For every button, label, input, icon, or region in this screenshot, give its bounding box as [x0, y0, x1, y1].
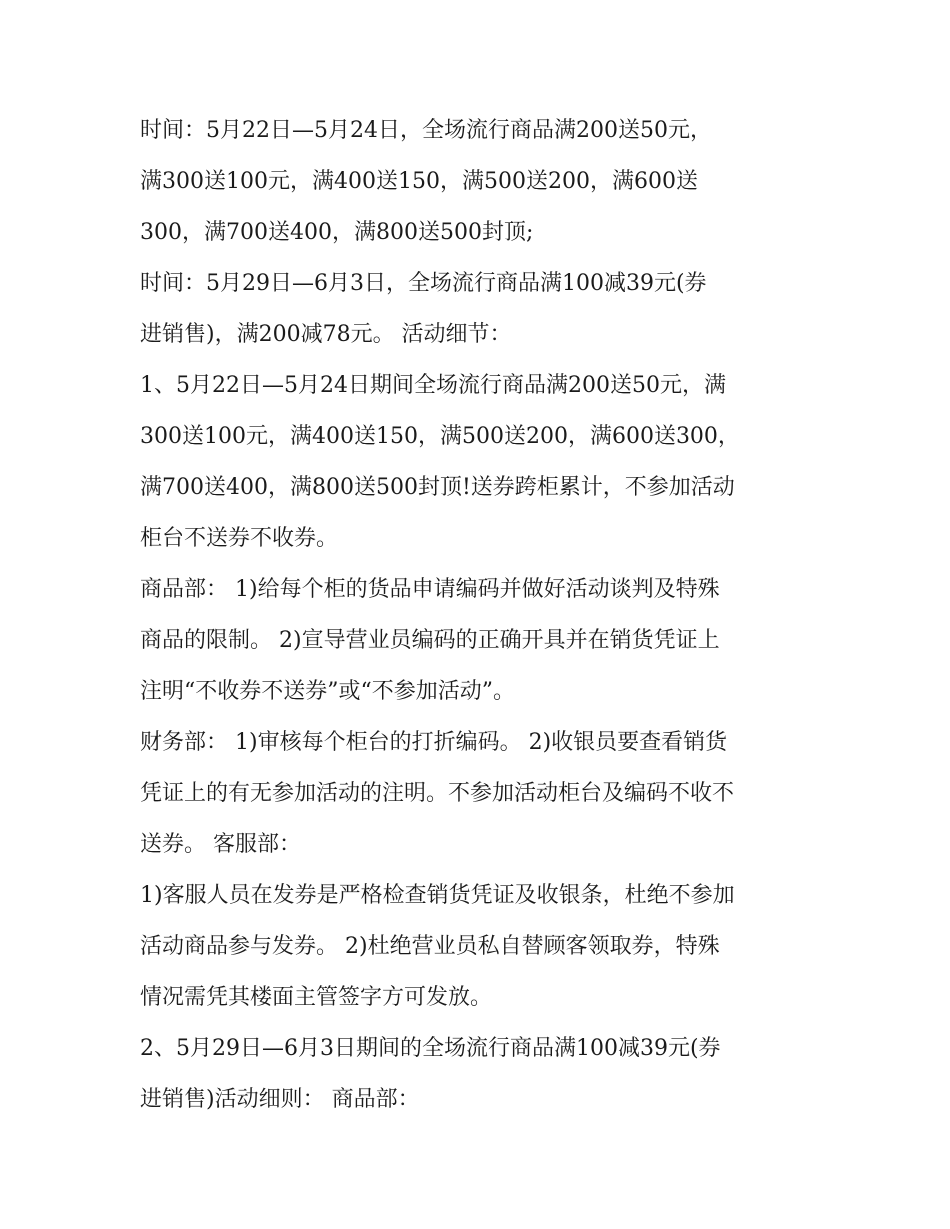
text-line: 300，满700送400，满800送500封顶; — [140, 220, 534, 245]
text-line: 商品的限制。 2)宣导营业员编码的正确开具并在销货凭证上 — [140, 628, 720, 653]
text-line: 柜台不送券不收券。 — [140, 526, 339, 551]
text-line: 活动商品参与发券。 2)杜绝营业员私自替顾客领取券，特殊 — [140, 934, 720, 959]
text-line: 送券。 客服部： — [140, 832, 301, 857]
text-line: 进销售)，满200减78元。 活动细节： — [140, 322, 512, 347]
text-line: 时间：5月22日—5月24日，全场流行商品满200送50元， — [140, 118, 712, 143]
text-line: 商品部： 1)给每个柜的货品申请编码并做好活动谈判及特殊 — [140, 577, 720, 602]
text-line: 时间：5月29日—6月3日，全场流行商品满100减39元(券 — [140, 271, 707, 296]
text-line: 注明“不收券不送券”或“不参加活动”。 — [140, 679, 515, 704]
text-line: 满300送100元，满400送150，满500送200，满600送 — [140, 169, 698, 194]
text-line: 进销售)活动细则： 商品部： — [140, 1087, 420, 1112]
text-line: 1、5月22日—5月24日期间全场流行商品满200送50元，满 — [140, 373, 726, 398]
document-body — [140, 105, 820, 1125]
text-line: 1)客服人员在发券是严格检查销货凭证及收银条，杜绝不参加 — [140, 883, 735, 908]
text-line: 300送100元，满400送150，满500送200，满600送300， — [140, 424, 740, 449]
text-line: 情况需凭其楼面主管签字方可发放。 — [140, 985, 493, 1010]
text-line: 2、5月29日—6月3日期间的全场流行商品满100减39元(券 — [140, 1036, 721, 1061]
text-line: 凭证上的有无参加活动的注明。不参加活动柜台及编码不收不 — [140, 781, 735, 806]
text-line: 财务部： 1)审核每个柜台的打折编码。 2)收银员要查看销货 — [140, 730, 728, 755]
text-line: 满700送400，满800送500封顶!送券跨柜累计，不参加活动 — [140, 475, 735, 500]
